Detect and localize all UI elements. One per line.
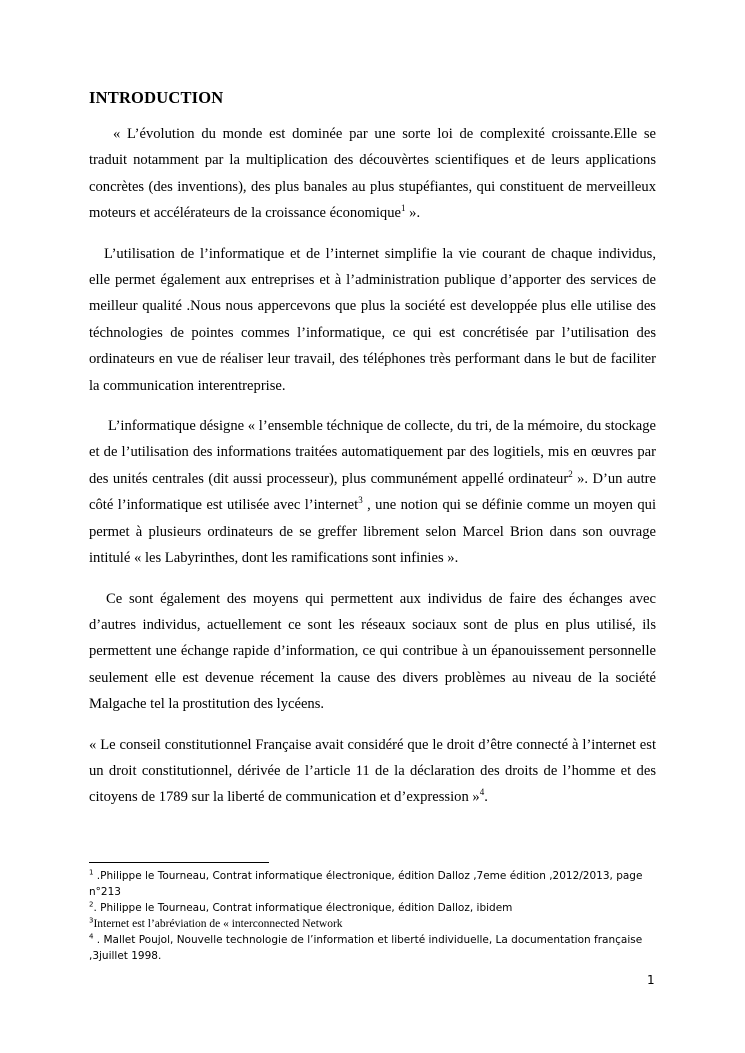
footnote-text: Internet est l’abréviation de « interconnected Network (93, 918, 343, 930)
paragraph-5-end: . (484, 789, 488, 806)
paragraph-2: L’utilisation de l’informatique et de l’internet simplifie la vie courant de chaque individus, elle permet également aux entreprises et à l’administration publique d’apporter des services de meilleur qualité .Nous nous appercevons que plus la société est developpée plus elle utilise des téchnologies de pointes commes l’informatique, ce qui est concrétisée par l’utilisation des ordinateurs en vue de réaliser leur travail, des téléphones très performant dans le but de faciliter la communication interentreprise. (89, 245, 656, 394)
footnote-ref-3[interactable]: 3 (358, 495, 363, 506)
paragraph-3-end: , une notion qui se définie comme un moyen qui permet à plusieurs ordinateurs de se greffer librement selon Marcel Brion dans son ouvrage intitulé « les Labyrinthes, dont les ramifications sont infinies ». (89, 497, 656, 567)
footnote-3 (89, 916, 649, 932)
paragraph-4: Ce sont également des moyens qui permettent aux individus de faire des échanges avec d’autres individus, actuellement ce sont les réseaux sociaux sont de plus en plus utilisé, ils permettent une échange rapide d’information, ce qui contribue à un épanouissement personnelle seulement elle est devenue récement la cause des divers problèmes au niveau de la société Malgache tel la prostitution des lycéens. (89, 590, 656, 713)
paragraph-3-middle: ». D’un autre côté l’informatique est utilisée avec l’internet (89, 470, 656, 514)
footnote-separator (89, 862, 269, 863)
paragraph-1-text: « L’évolution du monde est dominée par une sorte loi de complexité croissante.Elle se traduit notamment par la multiplication des découvèrtes scientifiques et de leurs applications concrètes (des inventions), des plus banales au plus stupéfiantes, qui constituent de merveilleux moteurs et accélérateurs de la croissance économique (89, 126, 656, 222)
paragraph-1-end: ». (405, 205, 421, 222)
body-text (89, 121, 656, 825)
footnote-text: .Philippe le Tourneau, Contrat informatique électronique, édition Dalloz ,7eme édition ,2012/2013, page n°213 (89, 870, 643, 898)
page-number: 1 (647, 973, 655, 987)
footnote-1 (89, 868, 649, 900)
paragraph-3-text: L’informatique désigne « l’ensemble téchnique de collecte, du tri, de la mémoire, du stockage et de l’utilisation des informations traitées automatiquement par des logitiels, mis en œuvres par des unités centrales (dit aussi processeur), plus communément appellé ordinateur (89, 418, 656, 487)
footnote-number: 4 (89, 932, 94, 941)
footnotes (89, 868, 649, 964)
footnote-number: 2 (89, 900, 94, 909)
paragraph-3 (89, 413, 656, 571)
footnote-text: . Philippe le Tourneau, Contrat informatique électronique, édition Dalloz, ibidem (93, 902, 513, 914)
paragraph-5-text: « Le conseil constitutionnel Française avait considéré que le droit d’être connecté à l’internet est un droit constitutionnel, dérivée de l’article 11 de la déclaration des droits de l’homme et des citoyens de 1789 sur la liberté de communication et d’expression » (89, 736, 656, 806)
footnote-ref-4[interactable]: 4 (479, 787, 485, 798)
paragraph-5 (89, 732, 656, 811)
footnote-ref-2[interactable]: 2 (568, 469, 573, 480)
page-title: INTRODUCTION (89, 88, 224, 107)
footnote-2 (89, 900, 649, 916)
footnote-number: 1 (89, 868, 94, 877)
paragraph-1 (89, 121, 656, 227)
footnote-text: . Mallet Poujol, Nouvelle technologie de l’information et liberté individuelle, La documentation française ,3juillet 1998. (89, 934, 643, 962)
footnote-ref-1[interactable]: 1 (401, 203, 406, 214)
footnote-4 (89, 932, 649, 964)
footnote-number: 3 (89, 916, 94, 925)
